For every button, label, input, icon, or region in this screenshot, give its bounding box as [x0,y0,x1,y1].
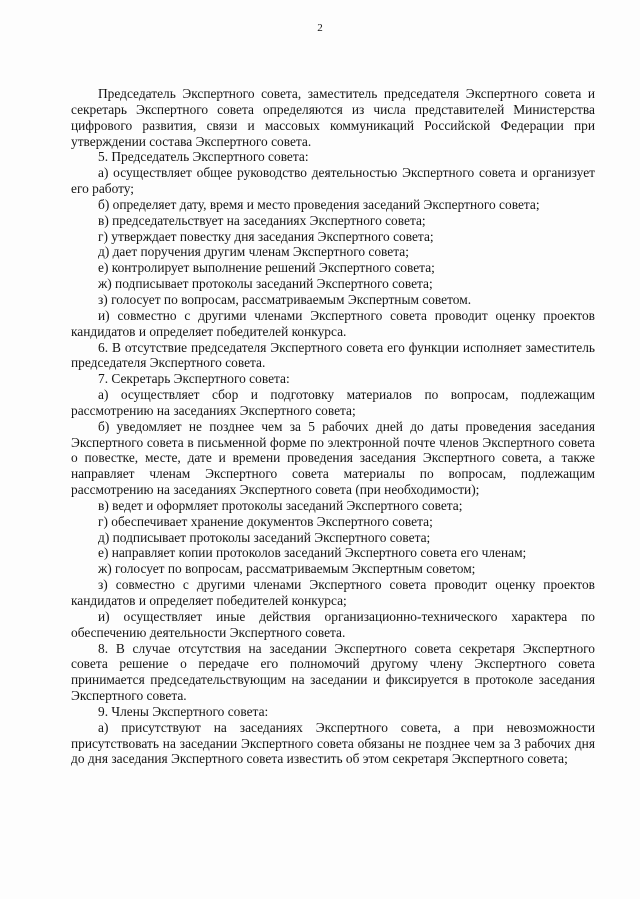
paragraph: и) совместно с другими членами Экспертного совета проводит оценку проектов кандидатов и определяет победителей конкурса. [71,307,595,339]
paragraph: з) голосует по вопросам, рассматриваемым Экспертным советом. [98,291,472,307]
paragraph: г) утверждает повестку дня заседания Экспертного совета; [98,228,434,244]
paragraph: а) осуществляет общее руководство деятельностью Экспертного совета и организует его работу; [71,165,595,197]
page-number: 2 [317,22,323,34]
paragraph: 8. В случае отсутствия на заседании Экспертного совета секретаря Экспертного совета решение о передаче его полномочий другому члену Экспертного совета принимается председательствующим на заседании и фиксируется в протоколе заседания Экспертного совета. [71,640,595,704]
paragraph: е) контролирует выполнение решений Экспертного совета; [98,260,435,276]
paragraph: 9. Члены Экспертного совета: [98,703,269,719]
paragraph: Председатель Экспертного совета, заместитель председателя Экспертного совета и секретарь Экспертного совета определяются из числа представителей Министерства цифрового развития, связи и массовых коммуникаций Российской Федерации при утверждении состава Экспертного совета. [71,86,595,149]
paragraph: и) осуществляет иные действия организационно-технического характера по обеспечению деятельности Экспертного совета. [71,608,595,640]
paragraph: 6. В отсутствие председателя Экспертного совета его функции исполняет заместитель председателя Экспертного совета. [71,339,595,371]
document-body [71,86,595,767]
paragraph: з) совместно с другими членами Экспертного совета проводит оценку проектов кандидатов и определяет победителей конкурса; [71,577,595,608]
paragraph: а) присутствуют на заседаниях Экспертного совета, а при невозможности присутствовать на заседании Экспертного совета обязаны не позднее чем за 3 рабочих дня до дня заседания Экспертного совета известить об этом секретаря Экспертного совета; [71,719,595,767]
paragraph: б) определяет дату, время и место проведения заседаний Экспертного совета; [98,196,540,212]
paragraph: в) ведет и оформляет протоколы заседаний Экспертного совета; [98,497,463,513]
paragraph: г) обеспечивает хранение документов Экспертного совета; [98,513,433,529]
paragraph: 5. Председатель Экспертного совета: [98,149,309,165]
paragraph: в) председательствует на заседаниях Экспертного совета; [98,212,426,228]
paragraph: 7. Секретарь Экспертного совета: [98,371,290,387]
paragraph: д) подписывает протоколы заседаний Экспертного совета; [98,529,431,545]
paragraph: ж) подписывает протоколы заседаний Экспертного совета; [98,276,433,292]
paragraph: д) дает поручения другим членам Экспертного совета; [98,244,409,260]
paragraph: б) уведомляет не позднее чем за 5 рабочих дней до даты проведения заседания Экспертного совета в письменной форме по электронной почте членов Экспертного совета о повестке, месте, дате и времени проведения заседания Экспертного совета, а также направляет членам Экспертного совета материалы по вопросам, подлежащим рассмотрению на заседаниях Экспертного совета (при необходимости); [71,418,595,498]
paragraph: ж) голосует по вопросам, рассматриваемым Экспертным советом; [98,561,476,577]
paragraph: е) направляет копии протоколов заседаний Экспертного совета его членам; [98,545,527,561]
paragraph: а) осуществляет сбор и подготовку материалов по вопросам, подлежащим рассмотрению на заседаниях Экспертного совета; [71,387,595,418]
